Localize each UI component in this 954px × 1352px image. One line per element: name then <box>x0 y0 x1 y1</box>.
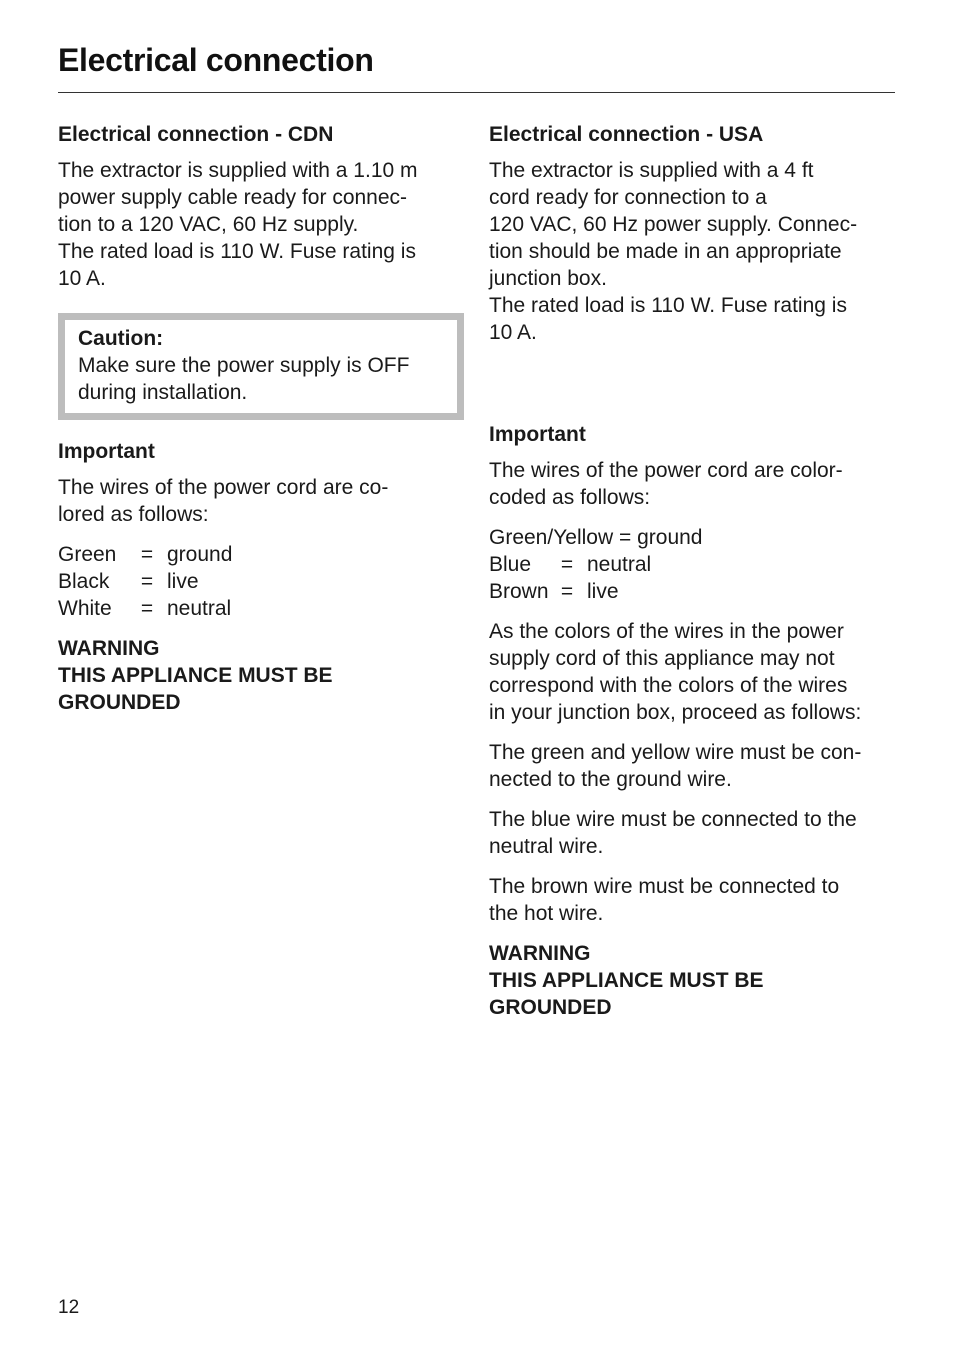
caution-line: Make sure the power supply is OFF <box>78 354 410 377</box>
usa-para-line: the hot wire. <box>489 902 604 925</box>
cdn-warning <box>58 635 464 716</box>
usa-wire-table <box>489 524 702 605</box>
usa-heading: Electrical connection - USA <box>489 123 764 146</box>
cdn-important-line: The wires of the power cord are co- <box>58 476 389 499</box>
page-title: Electrical connection <box>58 42 374 78</box>
usa-para-line: nected to the ground wire. <box>489 768 732 791</box>
usa-ground-paragraph <box>489 739 899 793</box>
usa-intro-line: tion should be made in an appropriate <box>489 240 842 263</box>
usa-para-line: The blue wire must be connected to the <box>489 808 857 831</box>
cdn-warning-line: GROUNDED <box>58 691 181 714</box>
wire-entry <box>489 524 702 551</box>
wire-row <box>489 551 702 578</box>
usa-section <box>489 121 899 1021</box>
usa-warning <box>489 940 899 1021</box>
usa-important-text <box>489 457 899 511</box>
usa-warning-line: WARNING <box>489 942 591 965</box>
usa-intro-line: junction box. <box>489 267 607 290</box>
caution-box <box>58 313 464 420</box>
usa-para-line: The green and yellow wire must be con- <box>489 741 862 764</box>
usa-para-line: supply cord of this appliance may not <box>489 647 835 670</box>
wire-row <box>489 578 702 605</box>
cdn-section <box>58 121 464 716</box>
wire-equals: = <box>140 543 154 566</box>
wire-color: White <box>58 597 112 620</box>
cdn-intro <box>58 157 464 292</box>
wire-equals: = <box>140 570 154 593</box>
usa-neutral-paragraph <box>489 806 899 860</box>
usa-important-heading: Important <box>489 423 586 446</box>
wire-equals: = <box>560 580 574 603</box>
usa-intro-line: The rated load is 110 W. Fuse rating is <box>489 294 847 317</box>
cdn-warning-line: WARNING <box>58 637 160 660</box>
cdn-intro-line: 10 A. <box>58 267 106 290</box>
wire-color: Green/Yellow <box>489 526 614 549</box>
wire-row <box>58 541 232 568</box>
usa-intro-line: The extractor is supplied with a 4 ft <box>489 159 814 182</box>
wire-row <box>489 524 702 551</box>
cdn-intro-line: The extractor is supplied with a 1.10 m <box>58 159 418 182</box>
cdn-warning-line: THIS APPLIANCE MUST BE <box>58 664 333 687</box>
wire-function: live <box>587 580 619 603</box>
cdn-intro-line: tion to a 120 VAC, 60 Hz supply. <box>58 213 359 236</box>
caution-line: during installation. <box>78 381 248 404</box>
cdn-important-text <box>58 474 464 528</box>
wire-row <box>58 595 232 622</box>
wire-color: Black <box>58 570 110 593</box>
cdn-heading: Electrical connection - CDN <box>58 123 334 146</box>
cdn-intro-line: The rated load is 110 W. Fuse rating is <box>58 240 416 263</box>
wire-color: Blue <box>489 553 532 576</box>
usa-hot-paragraph <box>489 873 899 927</box>
page-number: 12 <box>58 1297 80 1318</box>
cdn-wire-table <box>58 541 232 622</box>
usa-para-line: neutral wire. <box>489 835 604 858</box>
wire-function: ground <box>637 526 703 549</box>
wire-function: live <box>167 570 199 593</box>
wire-color: Green <box>58 543 117 566</box>
usa-para-line: As the colors of the wires in the power <box>489 620 844 643</box>
usa-important-line: coded as follows: <box>489 486 651 509</box>
wire-equals: = <box>140 597 154 620</box>
wire-color: Brown <box>489 580 549 603</box>
usa-intro-line: 120 VAC, 60 Hz power supply. Connec- <box>489 213 858 236</box>
caution-text <box>78 352 444 406</box>
usa-intro-line: 10 A. <box>489 321 537 344</box>
usa-important-line: The wires of the power cord are color- <box>489 459 843 482</box>
usa-colors-paragraph <box>489 618 899 726</box>
wire-row <box>58 568 232 595</box>
usa-para-line: correspond with the colors of the wires <box>489 674 848 697</box>
usa-intro <box>489 157 899 346</box>
usa-warning-line: GROUNDED <box>489 996 612 1019</box>
usa-para-line: The brown wire must be connected to <box>489 875 840 898</box>
wire-function: ground <box>167 543 233 566</box>
wire-function: neutral <box>167 597 232 620</box>
cdn-important-line: lored as follows: <box>58 503 209 526</box>
cdn-intro-line: power supply cable ready for connec- <box>58 186 408 209</box>
usa-intro-line: cord ready for connection to a <box>489 186 767 209</box>
cdn-important-heading: Important <box>58 440 155 463</box>
usa-warning-line: THIS APPLIANCE MUST BE <box>489 969 764 992</box>
caution-title: Caution: <box>78 327 164 350</box>
usa-para-line: in your junction box, proceed as follows: <box>489 701 862 724</box>
wire-equals: = <box>560 553 574 576</box>
wire-equals: = <box>618 526 632 549</box>
wire-function: neutral <box>587 553 652 576</box>
title-divider <box>58 92 895 93</box>
